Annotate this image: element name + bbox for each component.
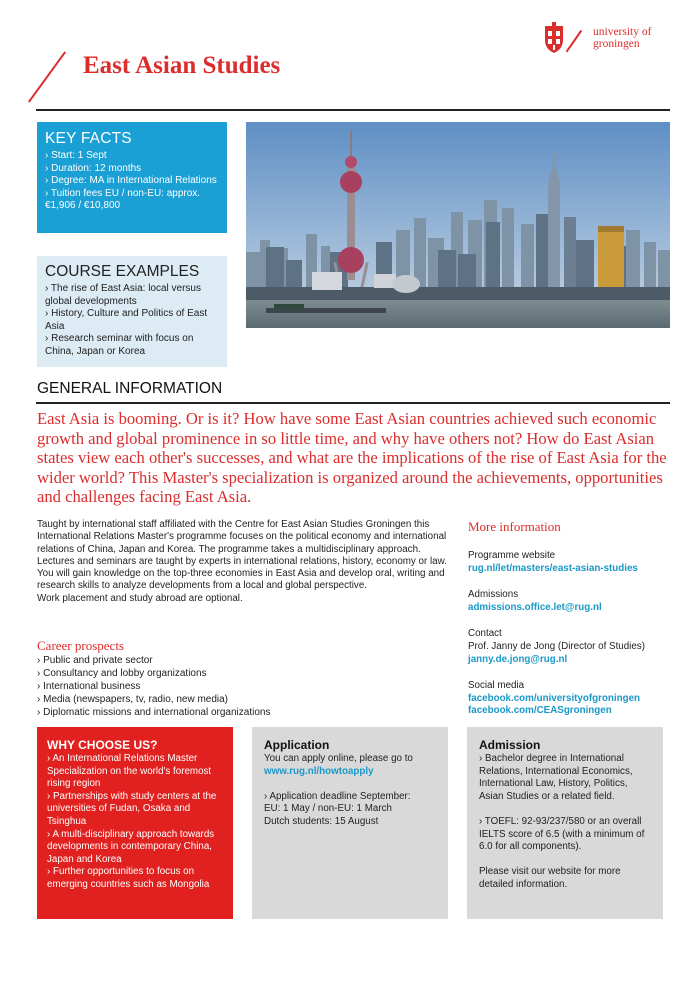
more-information [468, 519, 678, 732]
course-examples-box [37, 256, 227, 367]
crest-icon [543, 22, 565, 54]
logo-slash-decoration [566, 30, 582, 52]
key-fact-item: › Duration: 12 months [45, 162, 142, 174]
application-box [252, 727, 448, 919]
career-prospects-heading: Career prospects [37, 638, 124, 653]
general-divider [36, 402, 670, 404]
social-media-label: Social media [468, 680, 525, 692]
course-examples-heading: COURSE EXAMPLES [45, 263, 200, 280]
why-choose-us-heading: WHY CHOOSE US? [47, 738, 158, 752]
career-item: › Consultancy and lobby organizations [37, 668, 207, 679]
admissions-group [468, 589, 678, 614]
admission-website-note: Please visit our website for more detailed information. [479, 866, 621, 890]
page-title: East Asian Studies [83, 52, 281, 79]
contact-group [468, 628, 678, 666]
career-item: › Public and private sector [37, 655, 153, 666]
programme-website-group [468, 550, 678, 575]
general-information-heading: GENERAL INFORMATION [37, 380, 223, 397]
body-text [37, 519, 457, 605]
skyline-illustration [246, 122, 670, 328]
career-item: › Media (newspapers, tv, radio, new media) [37, 694, 229, 705]
social-media-group [468, 680, 678, 718]
career-item: › Diplomatic missions and international organizations [37, 707, 271, 718]
contact-email-link[interactable]: janny.de.jong@rug.nl [468, 653, 568, 665]
application-heading: Application [264, 738, 330, 752]
course-example-item: › History, Culture and Politics of East Asia [45, 308, 208, 332]
contact-name: Prof. Janny de Jong (Director of Studies) [468, 640, 645, 652]
course-examples-list [45, 283, 219, 359]
contact-label: Contact [468, 628, 502, 640]
career-item: › International business [37, 681, 141, 692]
facebook-ceas-link[interactable]: facebook.com/CEASgroningen [468, 705, 612, 717]
why-item: › A multi-disciplinary approach towards developments in contemporary China, Japan and Korea [47, 828, 215, 865]
why-choose-us-box [37, 727, 233, 919]
body-paragraph-2: Work placement and study abroad are optional. [37, 592, 243, 604]
admissions-email-link[interactable]: admissions.office.let@rug.nl [468, 601, 602, 613]
key-facts-heading: KEY FACTS [45, 130, 132, 147]
header-divider [36, 109, 670, 111]
course-example-item: › Research seminar with focus on China, Japan or Korea [45, 333, 194, 357]
why-item: › Partnerships with study centers at the universities of Fudan, Osaka and Tsinghua [47, 790, 217, 827]
admission-requirement-degree: › Bachelor degree in International Relations, International Economics, International Law, History, Politics, Asian Studies or a related field. [479, 753, 633, 802]
career-prospects-list [37, 654, 437, 719]
why-item: › Further opportunities to focus on emerging countries such as Mongolia [47, 866, 210, 890]
admission-heading: Admission [479, 738, 541, 752]
application-text: You can apply online, please go to [264, 753, 413, 764]
title-slash-decoration [28, 51, 66, 102]
lead-paragraph: East Asia is booming. Or is it? How have some East Asian countries achieved such economic growth and global prominence in so little time, and why have others not? How do East Asian states view each other's successes, and what are the implications of the rise of East Asia for the wider world? This Master's specialization is organized around the achievements, opportunities and challenges facing East Asia. [37, 409, 667, 507]
key-facts-box [37, 122, 227, 233]
admission-box [467, 727, 663, 919]
more-information-heading: More information [468, 519, 561, 534]
shanghai-skyline-photo [246, 122, 670, 328]
key-fact-item: › Tuition fees EU / non-EU: approx. €1,906 / €10,800 [45, 187, 201, 212]
why-item: › An International Relations Master Specialization on the world's foremost rising region [47, 753, 212, 790]
admission-requirement-language: › TOEFL: 92-93/237/580 or an overall IELTS score of 6.5 (with a minimum of 6.0 for all components). [479, 815, 645, 853]
key-facts-list [45, 150, 219, 213]
key-fact-item: › Start: 1 Sept [45, 150, 107, 161]
application-deadline-label: › Application deadline September: [264, 790, 411, 802]
programme-website-link[interactable]: rug.nl/let/masters/east-asian-studies [468, 562, 638, 574]
facebook-university-link[interactable]: facebook.com/universityofgroningen [468, 692, 641, 704]
programme-website-label: Programme website [468, 550, 556, 561]
how-to-apply-link[interactable]: www.rug.nl/howtoapply [264, 765, 374, 777]
logo-line-2: groningen [593, 38, 640, 50]
university-logo[interactable] [543, 22, 668, 58]
why-choose-us-list [47, 753, 223, 892]
key-fact-item: › Degree: MA in International Relations [45, 175, 217, 187]
application-deadline-dutch: Dutch students: 15 August [264, 815, 379, 827]
body-paragraph: Taught by international staff affiliated with the Centre for East Asian Studies Groningen this International Relations Master's programme focuses on the political economy and international relations of China, Japan and Korea. The programme takes a multidisciplinary approach. Lectures and seminars are taught by experts in international relations, history, economy or law. You will gain knowledge on the top-three economies in East Asia and develop oral, writing and research skills to analyze developments from a local and global perspective. [37, 519, 447, 592]
application-deadline-eu: EU: 1 May / non-EU: 1 March [264, 803, 392, 815]
logo-text [593, 26, 651, 50]
logo-line-1: university of [593, 26, 652, 38]
admissions-label: Admissions [468, 589, 519, 601]
course-example-item: › The rise of East Asia: local versus global developments [45, 283, 201, 307]
